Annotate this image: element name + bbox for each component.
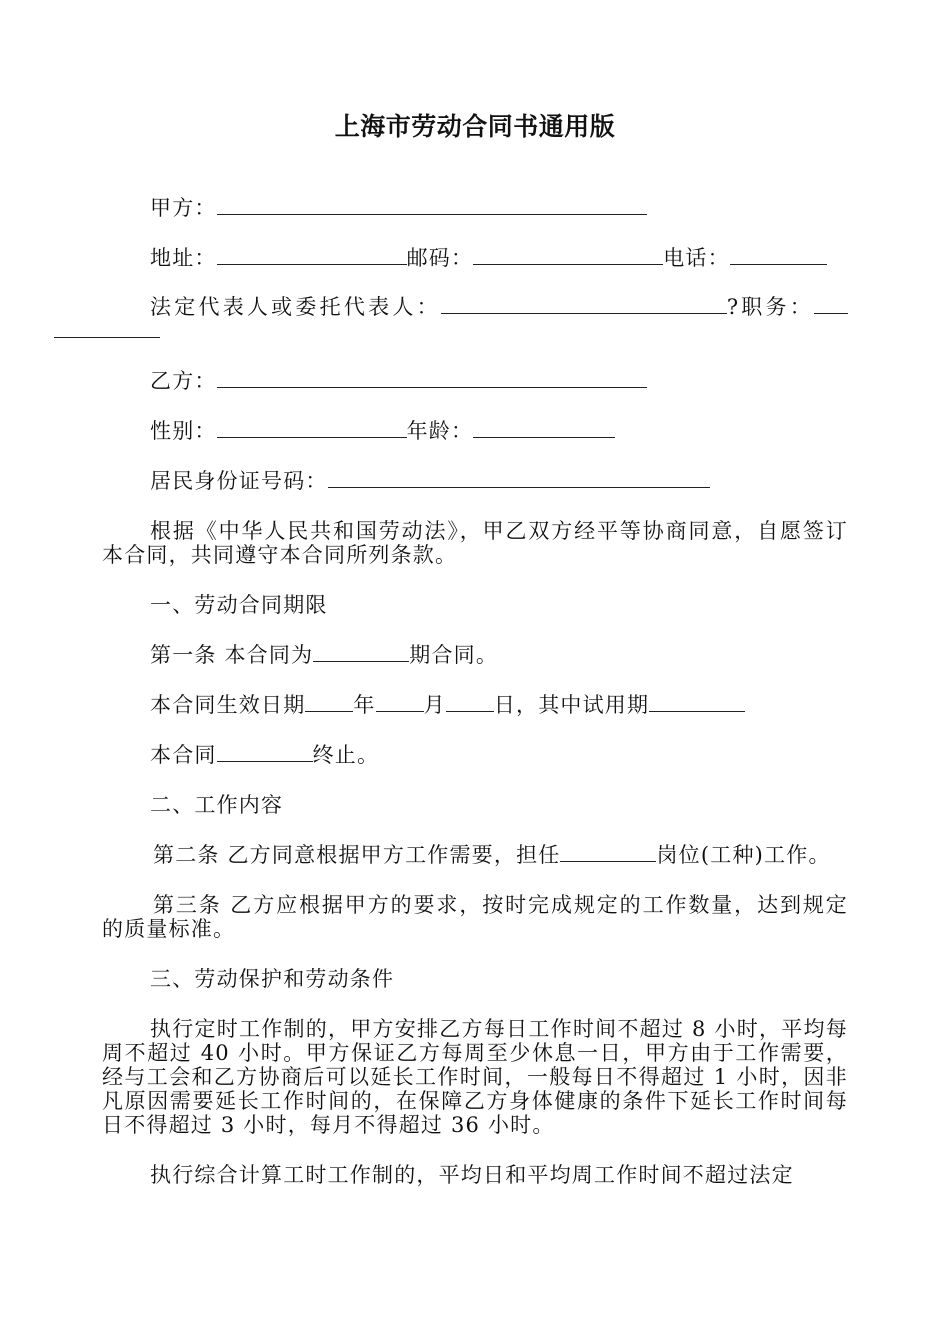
- representative-blank: [441, 295, 727, 314]
- postcode-blank: [473, 246, 663, 265]
- age-blank: [473, 419, 615, 438]
- party-b-line: [102, 369, 848, 393]
- article-3: 第三条 乙方应根据甲方的要求，按时完成规定的工作数量，达到规定的质量标准。: [102, 893, 848, 941]
- article-2: [102, 843, 848, 867]
- section-3-heading: 三、劳动保护和劳动条件: [150, 967, 395, 991]
- phone-label: 电话：: [663, 246, 730, 270]
- end-date-line: [102, 743, 848, 767]
- position-label: ?职务：: [726, 295, 815, 319]
- article-2-text-post: 岗位(工种)工作。: [656, 843, 831, 867]
- year-label: 年: [353, 693, 376, 717]
- probation-label: 日，其中试用期: [493, 693, 650, 717]
- section-1-heading: 一、劳动合同期限: [150, 593, 328, 617]
- document-body: [102, 196, 848, 1213]
- day-blank: [446, 693, 494, 712]
- party-a-line: [102, 196, 848, 220]
- effective-date-line: [102, 693, 848, 717]
- probation-blank: [649, 693, 745, 712]
- year-blank: [305, 693, 353, 712]
- age-label: 年龄：: [406, 419, 474, 443]
- contract-term-blank: [313, 643, 409, 662]
- intro-paragraph: 根据《中华人民共和国劳动法》，甲乙双方经平等协商同意，自愿签订本合同，共同遵守本合同所列条款。: [102, 519, 848, 567]
- party-b-blank: [217, 369, 647, 388]
- representative-label: 法定代表人或委托代表人：: [150, 295, 441, 319]
- party-b-label: 乙方：: [150, 369, 217, 393]
- working-hours-paragraph: 执行定时工作制的，甲方安排乙方每日工作时间不超过 8 小时，平均每周不超过 40 小时。甲方保证乙方每周至少休息一日，甲方由于工作需要，经与工会和乙方协商后可以延长工作时间，一般每日不得超过 1 小时，因非凡原因需要延长工作时间的，在保障乙方身体健康的条件下延长工作时间每日不得超过 3 小时，每月不得超过 36 小时。: [102, 1017, 848, 1137]
- address-line: [102, 246, 848, 270]
- job-position-blank: [560, 843, 656, 862]
- article-2-text-pre: 第二条 乙方同意根据甲方工作需要，担任: [153, 843, 561, 867]
- phone-blank-cont: [779, 246, 823, 265]
- id-label: 居民身份证号码：: [150, 469, 328, 493]
- party-a-label: 甲方：: [150, 196, 217, 220]
- article-1: [102, 643, 848, 667]
- month-label: 月: [423, 693, 446, 717]
- id-line: [102, 469, 848, 493]
- position-blank: [814, 295, 848, 314]
- end-date-label: 本合同: [150, 743, 217, 767]
- end-date-suffix: 终止。: [312, 743, 380, 767]
- section-2-heading: 二、工作内容: [150, 793, 284, 817]
- comprehensive-hours-paragraph: 执行综合计算工时工作制的，平均日和平均周工作时间不超过法定: [150, 1163, 794, 1187]
- gender-age-line: [102, 419, 848, 443]
- document-title: 上海市劳动合同书通用版: [334, 112, 616, 141]
- party-a-blank: [217, 196, 647, 215]
- representative-line: [102, 295, 848, 343]
- id-blank: [328, 469, 710, 488]
- month-blank: [376, 693, 424, 712]
- end-date-blank: [217, 743, 313, 762]
- postcode-label: 邮码：: [406, 246, 474, 270]
- gender-label: 性别：: [150, 419, 217, 443]
- address-blank: [217, 246, 407, 265]
- address-label: 地址：: [150, 246, 217, 270]
- position-blank-cont: [54, 319, 160, 338]
- gender-blank: [217, 419, 407, 438]
- effective-date-label: 本合同生效日期: [150, 693, 306, 717]
- article-1-text-post: 期合同。: [409, 643, 499, 667]
- article-1-text-pre: 第一条 本合同为: [150, 643, 314, 667]
